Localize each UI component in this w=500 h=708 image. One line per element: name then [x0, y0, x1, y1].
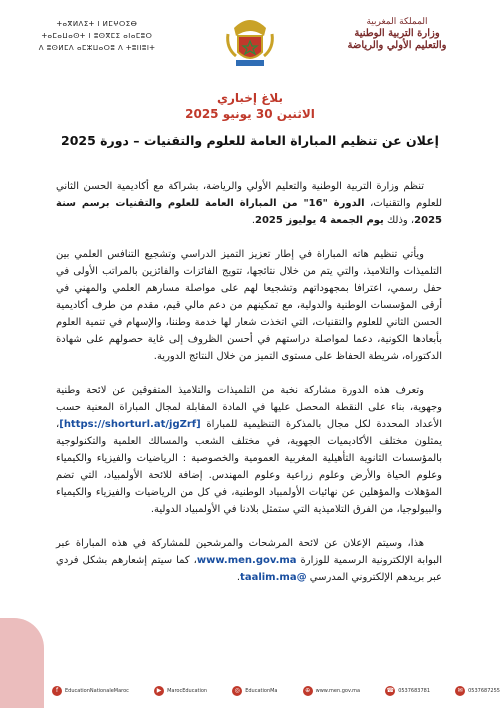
school-email-domain[interactable]: @taalim.ma [240, 572, 307, 583]
footer-website[interactable] [303, 686, 360, 696]
kingdom-name: المملكة المغربية [366, 17, 428, 27]
footer-contacts [52, 682, 500, 700]
youtube-icon: ▶ [154, 686, 164, 696]
release-type: بلاغ إخباري [216, 91, 284, 105]
footer-fax-label: 0537687255 [468, 688, 500, 694]
footer-phone[interactable] [385, 686, 430, 696]
tifinagh-line-2: ⵜⴰⵎⴰⵡⴰⵙⵜ ⵏ ⵓⵙⴳⵎⵉ ⴰⵏⴰⵎⵓⵔ [41, 32, 153, 40]
paragraph-3 [56, 382, 442, 518]
memo-link[interactable]: [https://shorturl.at/jgZrf] [59, 419, 201, 430]
letterhead [0, 14, 500, 74]
release-date: الاثنين 30 يونيو 2025 [185, 107, 315, 121]
coat-of-arms-icon [224, 14, 276, 70]
ministry-stamp-icon [0, 618, 44, 708]
paragraph-4 [56, 535, 442, 586]
p1-text-c: ، وذلك [383, 215, 415, 226]
tifinagh-line-3: ⴷ ⵓⵙⵍⵎⴷ ⴰⵎⵣⵡⴰⵔⵓ ⴷ ⵜⵓⵏⵏⵓⵏⵜ [38, 44, 156, 52]
letterhead-arabic [312, 16, 482, 52]
p1-text-e: . [251, 215, 256, 226]
footer-facebook-label: EducationNationaleMaroc [65, 688, 129, 694]
release-headline: إعلان عن تنظيم المباراة العامة للعلوم والتقنيات – دورة 2025 [61, 133, 439, 148]
tifinagh-line-1: ⵜⴰⴳⵍⴷⵉⵜ ⵏ ⵍⵎⵖⵔⵉⴱ [56, 20, 138, 28]
facebook-icon: f [52, 686, 62, 696]
ministry-name-line-2: والتعليم الأولي والرياضة [347, 40, 447, 51]
letterhead-tifinagh [22, 18, 172, 54]
paragraph-2: ويأتي تنظيم هاته المباراة في إطار تعزيز التميز الدراسي وتشجيع التنافس العلمي بين التلميذات والتلاميذ، والتي يتم من خلال نتائجها، تتويج الفائزات والفائزين بالمراتب الأولى في حفل رسمي، اعترافا بمجهوداتهم وتشجيعا لهم على مواصلة مسارهم العلمي والمهني في أرقى المؤسسات الوطنية والدولية، مع تمكينهم من دعم مالي قيم، مقدم من طرف أكاديمية الحسن الثاني للعلوم والتقنيات، التي اتخذت شعار لها خدمة وطننا، والإسهام في تنمية العلوم بأبعادها الكونية، دعما لمواصلة دراستهم في أحسن الظروف إلى غاية حصولهم على شهادة الدكتوراه، شريطة الحفاظ على مستوى التميز من خلال النتائج الدورية. [56, 249, 442, 362]
p4-text-b: ، كما سيتم إشعارهم بشكل فردي عبر بريدهم الإلكتروني المدرسي [56, 555, 442, 583]
p3-text-b: ، يمثلون مختلف الأكاديميات الجهوية، في مختلف الشعب والمسالك العلمية والتكنولوجية بالمؤسسات الثانوية التأهيلية المغربية العمومية والخصوصية : الرياضيات والفيزياء والكيمياء وعلوم الحياة والأرض وعلوم زراعية وعلوم المهندس. إضافة للائحة الأولمبياد، التي تضم المؤهلات والمؤهلين عن نهائيات الأولمبياد الوطنية، في كل من الرياضيات والفيزياء والكيمياء والبيولوجيا، من الفرق التلاميذية التي ستمثل بلادنا في الأولمبياد الدولية. [56, 419, 442, 515]
footer-instagram[interactable] [232, 686, 277, 696]
globe-icon: ⊕ [303, 686, 313, 696]
p3-text-a: وتعرف هذه الدورة مشاركة نخبة من التلميذات والتلاميذ المتفوقين عن لائحة وطنية وجهوية، بناء على النقطة المحصل عليها في المادة المقابلة لمجال المباراة المعنية حسب الأعداد المحددة لكل مجال بالمذكرة التنظيمية للمباراة [56, 385, 442, 430]
p4-text-c: . [236, 572, 241, 583]
p1-date: يوم الجمعة 4 يوليوز 2025 [255, 215, 384, 226]
footer-facebook[interactable] [52, 686, 129, 696]
release-body [56, 178, 442, 603]
footer-instagram-label: EducationMa [245, 688, 278, 694]
p4-text-a: هذا، وسيتم الإعلان عن لائحة المرشحات والمرشحين للمشاركة في هذه المباراة عبر البوابة الإلكترونية الرسمية للوزارة [56, 538, 442, 566]
footer-phone-label: 0537683781 [398, 688, 430, 694]
ministry-name-line-1: وزارة التربية الوطنية [354, 28, 440, 39]
fax-icon: ✉ [455, 686, 465, 696]
footer-youtube[interactable] [154, 686, 207, 696]
instagram-icon: ◎ [232, 686, 242, 696]
p1-edition: الدورة "16" من المباراة العامة للعلوم والتقنيات برسم سنة 2025 [56, 198, 442, 226]
footer-fax[interactable] [455, 686, 500, 696]
phone-icon: ☎ [386, 687, 394, 694]
title-block [0, 90, 500, 150]
p1-text-a: تنظم وزارة التربية الوطنية والتعليم الأولي والرياضة، بشراكة مع أكاديمية الحسن الثاني للعلوم والتقنيات، [56, 181, 442, 209]
paragraph-1 [56, 178, 442, 229]
footer-youtube-label: MarocEducation [167, 688, 208, 694]
ministry-website-link[interactable]: www.men.gov.ma [196, 555, 297, 566]
footer-website-label: www.men.gov.ma [315, 688, 361, 694]
